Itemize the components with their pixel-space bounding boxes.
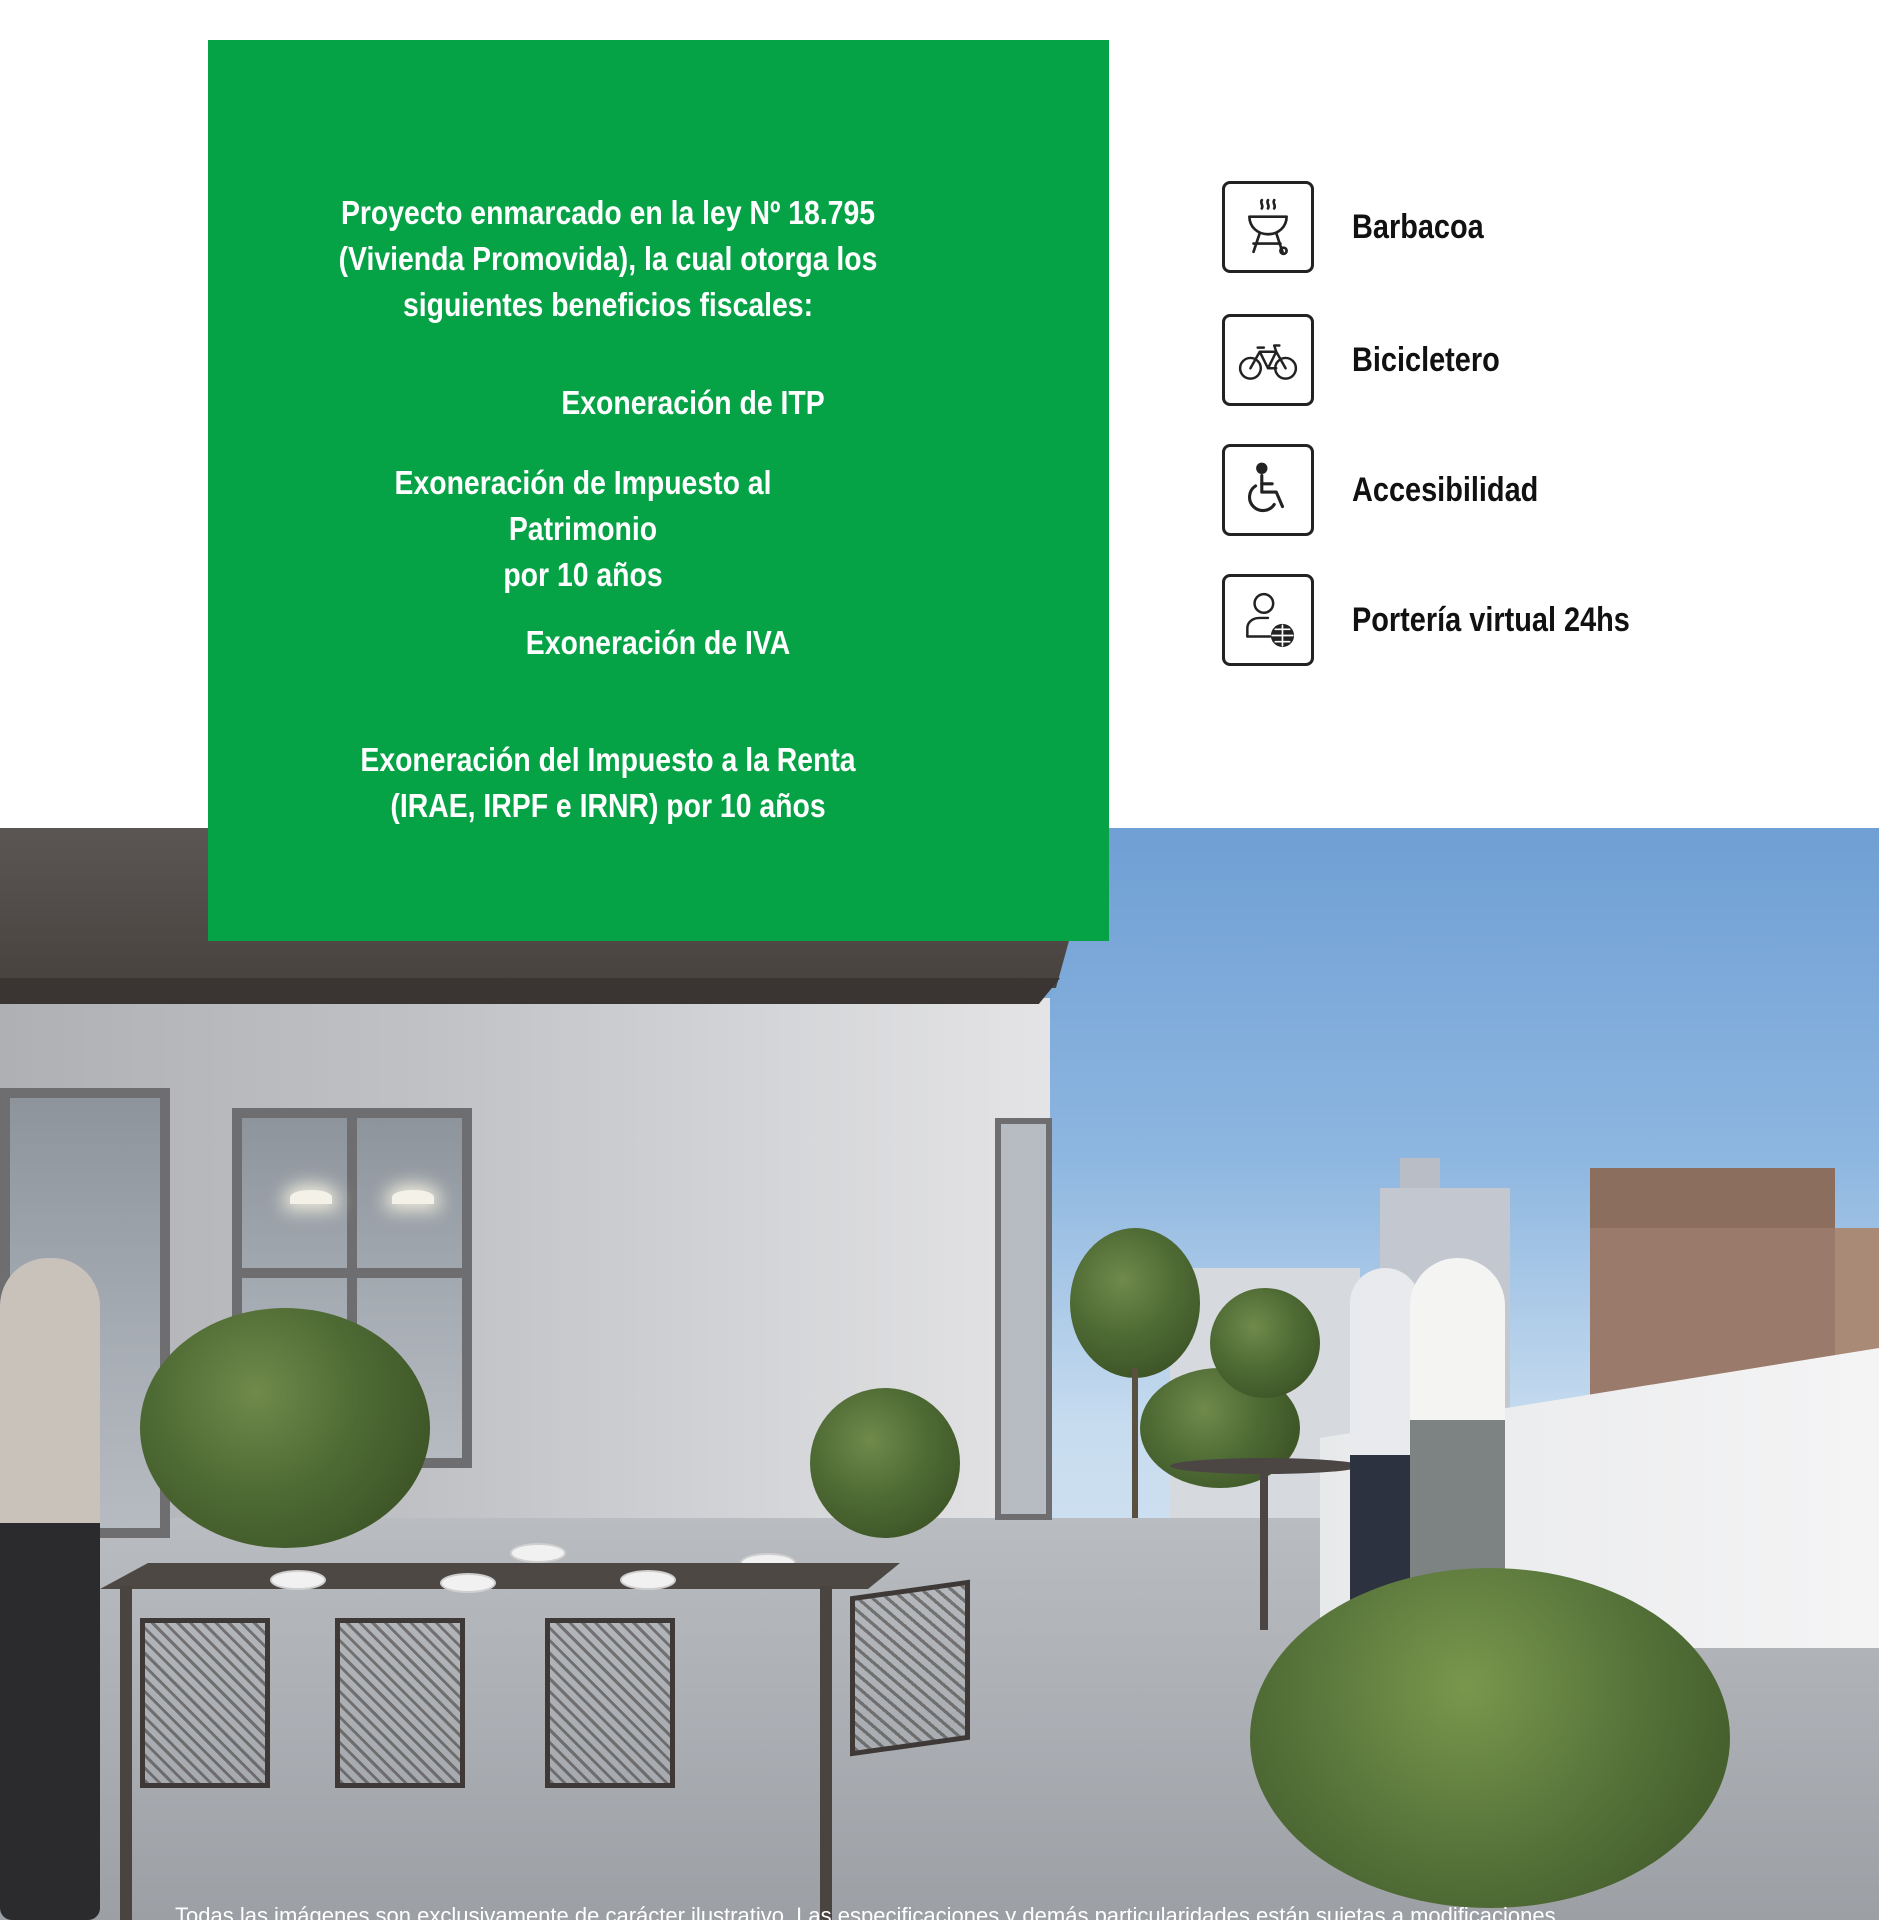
amenity-virtual-concierge <box>1222 571 1782 669</box>
shrub <box>810 1388 960 1538</box>
tax-benefits-panel <box>208 40 1109 941</box>
person <box>0 1258 100 1920</box>
amenity-accessibility <box>1222 441 1782 539</box>
ceiling-light <box>392 1190 434 1204</box>
dining-table <box>100 1563 900 1589</box>
benefit-item: Exoneración de ITP <box>561 384 825 421</box>
chair <box>850 1580 970 1757</box>
window <box>995 1118 1052 1520</box>
benefit-item: Exoneración del Impuesto a la Renta (IRAE, IRPF e IRNR) por 10 años <box>360 741 856 824</box>
bicycle-icon <box>1222 314 1314 406</box>
amenity-label: Accesibilidad <box>1352 470 1539 509</box>
plate <box>620 1570 676 1590</box>
amenity-label: Bicicletero <box>1352 340 1500 379</box>
amenity-bike-rack <box>1222 311 1782 409</box>
chair <box>140 1618 270 1788</box>
amenity-barbecue <box>1222 178 1782 276</box>
plate <box>270 1570 326 1590</box>
round-table <box>1170 1458 1360 1474</box>
chair <box>335 1618 465 1788</box>
rooftop-terrace-render <box>0 828 1879 1920</box>
table-leg <box>120 1586 132 1920</box>
shrub <box>1210 1288 1320 1398</box>
terrace-roof-edge <box>0 978 1060 1004</box>
wheelchair-icon <box>1222 444 1314 536</box>
plate <box>440 1573 496 1593</box>
chair <box>545 1618 675 1788</box>
benefit-item: Exoneración de Impuesto al Patrimonio por 10 años <box>394 464 772 593</box>
image-disclaimer: Todas las imágenes son exclusivamente de carácter ilustrativo. Las especificaciones y demás particularidades están sujetas a modificaciones. <box>175 1903 1562 1928</box>
plate <box>510 1543 566 1563</box>
benefits-intro: Proyecto enmarcado en la ley Nº 18.795 (Vivienda Promovida), la cual otorga los siguientes beneficios fiscales: <box>338 194 878 323</box>
person <box>1410 1258 1505 1618</box>
table-leg <box>820 1586 832 1920</box>
virtual-concierge-icon <box>1222 574 1314 666</box>
amenity-label: Barbacoa <box>1352 207 1484 246</box>
amenity-label: Portería virtual 24hs <box>1352 600 1630 639</box>
palm-plant <box>1250 1568 1730 1908</box>
barbecue-grill-icon <box>1222 181 1314 273</box>
potted-tree <box>1070 1228 1200 1378</box>
ceiling-light <box>290 1190 332 1204</box>
benefit-item: Exoneración de IVA <box>525 624 791 661</box>
palm-plant <box>140 1308 430 1548</box>
